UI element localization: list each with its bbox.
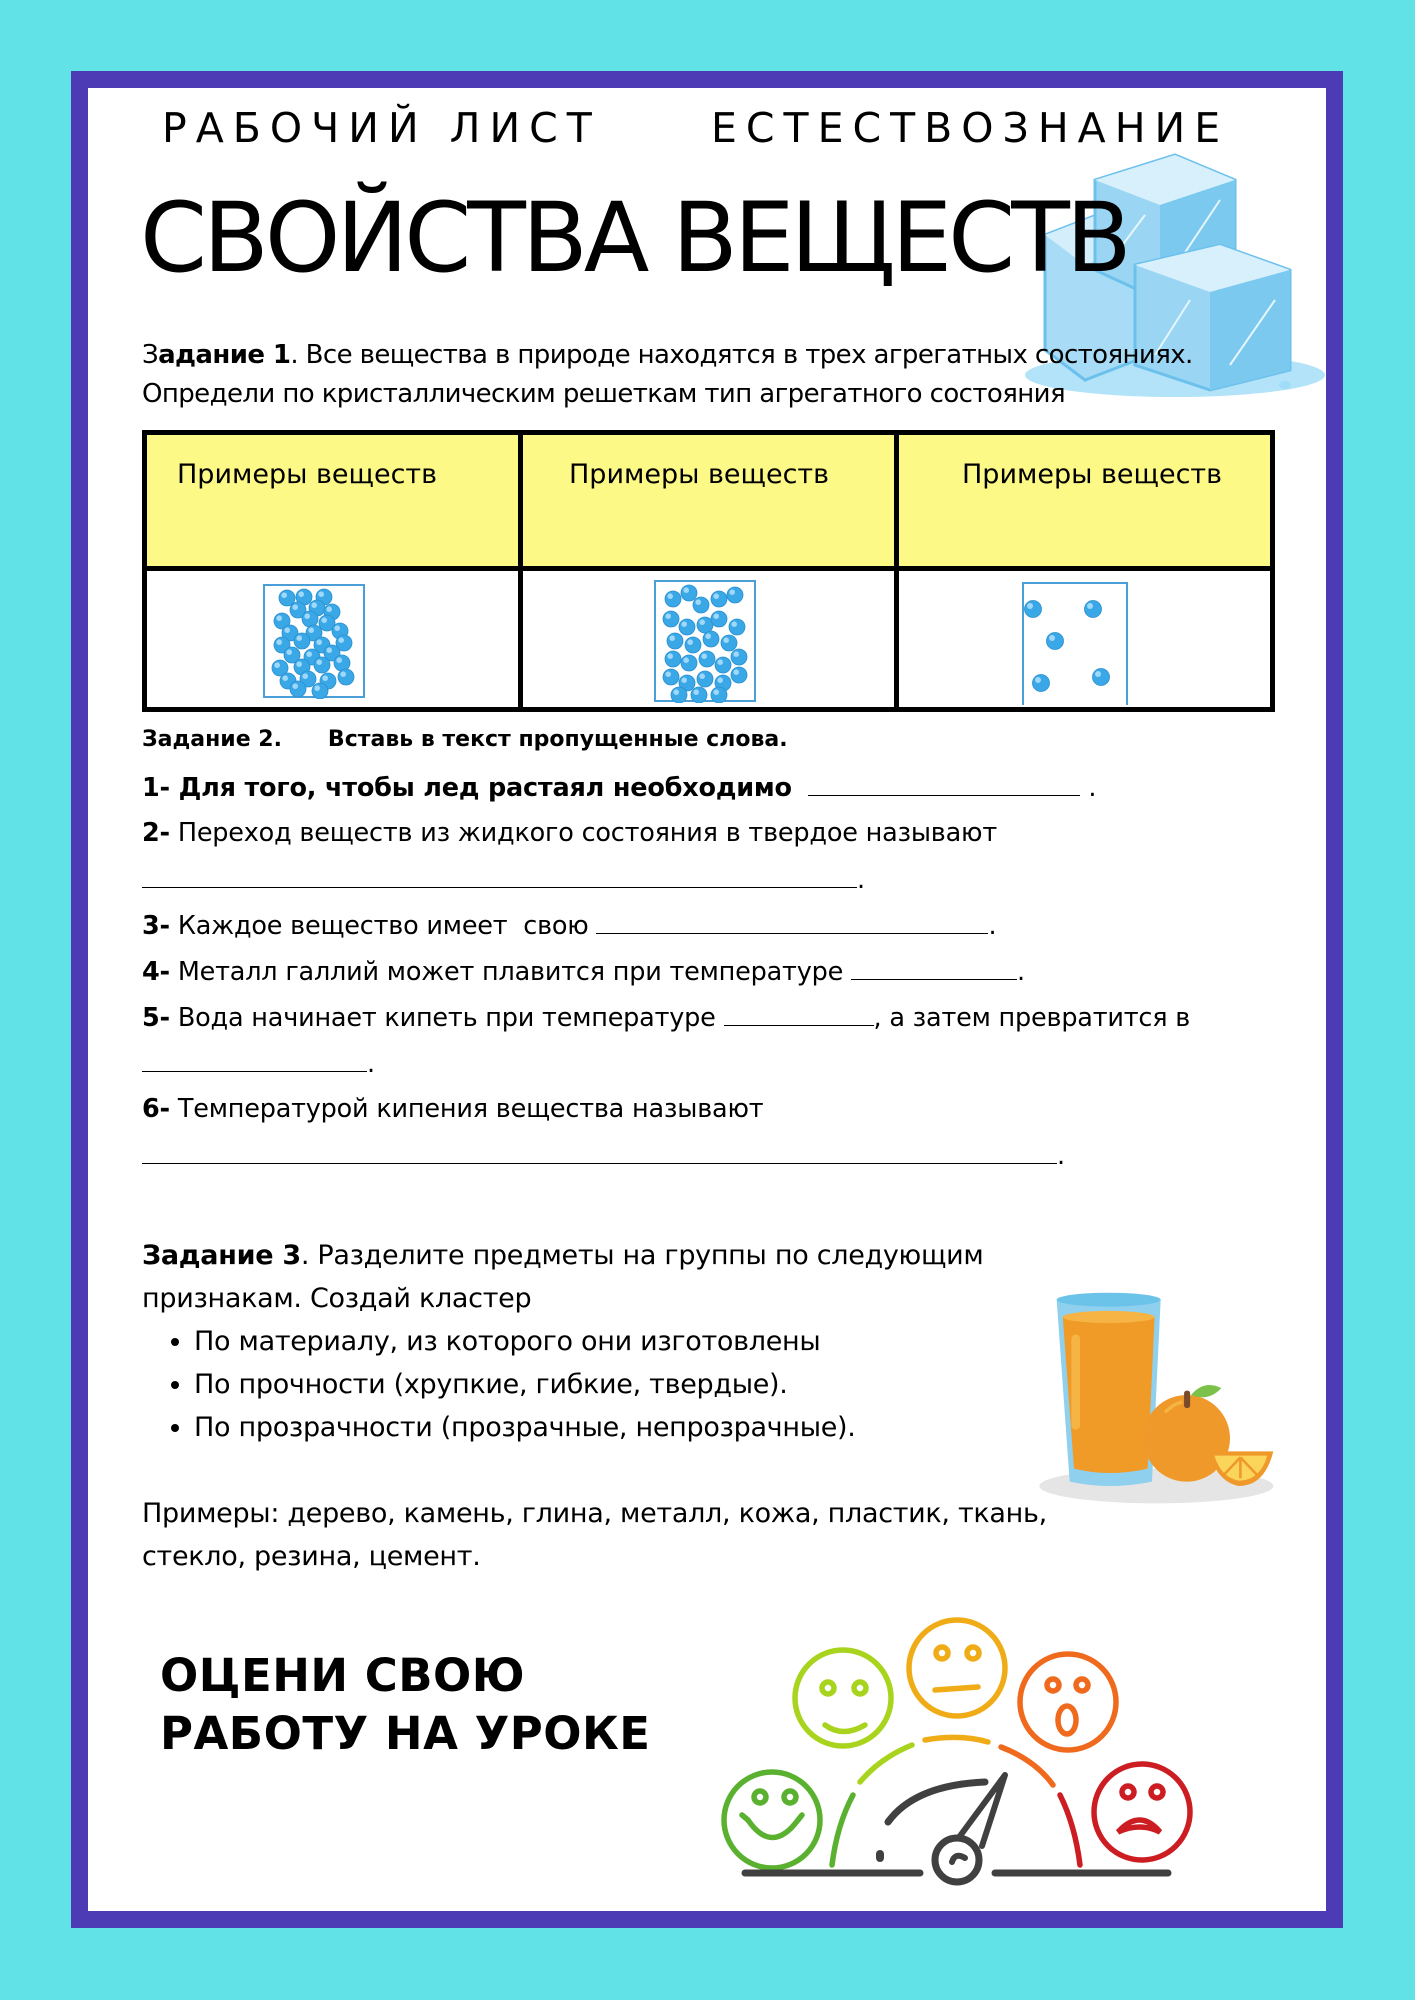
particle (681, 585, 697, 601)
list-item: • По прочности (хрупкие, гибкие, твердые). (194, 1363, 1072, 1406)
particle (665, 591, 681, 607)
particle-highlight (316, 660, 322, 666)
particle (338, 669, 354, 685)
face-very-happy-icon[interactable] (724, 1772, 820, 1868)
particle-highlight (731, 622, 737, 628)
particle-highlight (667, 654, 673, 660)
liquid-lattice-icon (653, 579, 757, 703)
particle-highlight (681, 678, 687, 684)
particle (667, 633, 683, 649)
particle-highlight (717, 678, 723, 684)
particle-highlight (673, 690, 679, 696)
particle-highlight (318, 592, 324, 598)
task2-item-5: 5- Вода начинает кипеть при температуре , а затем превратится в (142, 1002, 1191, 1033)
particle-highlight (274, 663, 280, 669)
task2-item-5-continued: . (142, 1048, 375, 1079)
particle (663, 611, 679, 627)
particle-highlight (713, 614, 719, 620)
table-cell-liquid[interactable] (521, 569, 897, 710)
particle (1093, 669, 1110, 686)
particle (1033, 675, 1050, 692)
face-sad-icon[interactable] (1094, 1764, 1190, 1860)
particle-highlight (733, 670, 739, 676)
particle (290, 681, 306, 697)
particle-highlight (276, 616, 282, 622)
particle-highlight (695, 600, 701, 606)
states-table (142, 430, 1275, 712)
answer-blank-5a[interactable] (724, 1002, 874, 1026)
particle-highlight (683, 658, 689, 664)
particle (693, 597, 709, 613)
particle-highlight (683, 588, 689, 594)
table-header-row (145, 433, 1273, 569)
particle-highlight (282, 676, 288, 682)
particle-highlight (316, 640, 322, 646)
particle-highlight (338, 638, 344, 644)
particle (1047, 633, 1064, 650)
particle-highlight (693, 690, 699, 696)
particle (729, 619, 745, 635)
particle (663, 669, 679, 685)
particle-highlight (296, 662, 302, 668)
particle-highlight (284, 628, 290, 634)
task2-item-3: 3- Каждое вещество имеет свою . (142, 910, 997, 941)
particle-highlight (687, 640, 693, 646)
particle (312, 683, 328, 699)
particle (711, 591, 727, 607)
task3-section (142, 1234, 1072, 1578)
particle-highlight (1087, 603, 1093, 609)
particle (711, 687, 727, 703)
particle-highlight (304, 614, 310, 620)
gas-lattice-icon (1021, 581, 1129, 705)
face-surprised-icon[interactable] (1020, 1654, 1116, 1750)
face-happy-icon[interactable] (795, 1650, 891, 1746)
particle-highlight (292, 684, 298, 690)
particle-highlight (681, 622, 687, 628)
particle (703, 631, 719, 647)
particle-highlight (713, 594, 719, 600)
table-body-row (145, 569, 1273, 710)
task3-intro (142, 1234, 1072, 1320)
table-cell-gas[interactable] (897, 569, 1273, 710)
particle-highlight (713, 690, 719, 696)
particle-highlight (336, 658, 342, 664)
particle-highlight (669, 636, 675, 642)
particle-highlight (723, 638, 729, 644)
particle-highlight (308, 628, 314, 634)
task2-heading (142, 727, 788, 752)
particle-highlight (667, 594, 673, 600)
answer-blank-6[interactable] (142, 1140, 1057, 1164)
particle-highlight (334, 626, 340, 632)
particle-highlight (306, 652, 312, 658)
particle (334, 655, 350, 671)
subject-label: ЕСТЕСТВОЗНАНИЕ (711, 104, 1230, 152)
particle-highlight (281, 593, 287, 599)
particle (731, 649, 747, 665)
task2-instruction: Вставь в текст пропущенные слова. (327, 727, 788, 752)
particle (731, 667, 747, 683)
particle-highlight (276, 640, 282, 646)
particle-highlight (321, 618, 327, 624)
list-item: • По прозрачности (прозрачные, непрозрачные). (194, 1406, 1072, 1449)
table-header-cell: Примеры веществ (897, 433, 1273, 569)
task1-label: адание 1 (158, 340, 291, 370)
table-header-cell: Примеры веществ (521, 433, 897, 569)
task3-criteria-list (142, 1320, 1072, 1449)
particle (685, 637, 701, 653)
particle-highlight (302, 674, 308, 680)
answer-blank-4[interactable] (851, 956, 1017, 980)
task1-label-first: З (142, 340, 159, 370)
particle-highlight (1049, 635, 1055, 641)
particle (711, 611, 727, 627)
answer-blank-3[interactable] (596, 910, 988, 934)
page-title: СВОЙСТВА ВЕЩЕСТВ (140, 182, 1128, 294)
particle (699, 651, 715, 667)
task1-line1: . Все вещества в природе находятся в трех агрегатных состояниях. (290, 340, 1193, 370)
particle-highlight (298, 592, 304, 598)
list-item: • По материалу, из которого они изготовлены (194, 1320, 1072, 1363)
particle-highlight (314, 686, 320, 692)
task2-item-2-continued: . (142, 864, 865, 895)
particle (1025, 601, 1042, 618)
particle-highlight (1095, 671, 1101, 677)
particle (294, 633, 310, 649)
particle (681, 655, 697, 671)
particle-highlight (665, 672, 671, 678)
answer-blank-2[interactable] (142, 864, 857, 888)
face-neutral-icon[interactable] (909, 1620, 1005, 1716)
self-assessment-heading: ОЦЕНИ СВОЮ РАБОТУ НА УРОКЕ (160, 1649, 651, 1760)
particle-highlight (699, 620, 705, 626)
particle-highlight (286, 650, 292, 656)
particle (665, 651, 681, 667)
particle (715, 657, 731, 673)
particle-highlight (701, 654, 707, 660)
particle (671, 687, 687, 703)
particle-highlight (699, 674, 705, 680)
task1-line2: Определи по кристаллическим решеткам тип агрегатного состояния (142, 379, 1065, 409)
task2-item-6-continued: . (142, 1140, 1065, 1171)
particle (721, 635, 737, 651)
particle (1085, 601, 1102, 618)
particle-highlight (1035, 677, 1041, 683)
particle (697, 617, 713, 633)
particle (727, 587, 743, 603)
task2-item-4: 4- Металл галлий может плавится при температуре . (142, 956, 1025, 987)
answer-blank-1[interactable] (808, 772, 1080, 796)
task3-label: Задание 3 (142, 1240, 301, 1271)
particle-highlight (311, 603, 317, 609)
particle (679, 619, 695, 635)
answer-blank-5b[interactable] (142, 1048, 367, 1072)
task2-item-2: 2- Переход веществ из жидкого состояния в твердое называют (142, 818, 997, 848)
task2-label: Задание 2. (142, 727, 282, 752)
task2-item-1: 1- Для того, чтобы лед растаял необходимо . (142, 772, 1097, 803)
particle-highlight (292, 605, 298, 611)
task3-text: . Разделите предметы на группы по следующим признакам. Создай кластер (142, 1240, 984, 1314)
particle-highlight (717, 660, 723, 666)
particle-highlight (733, 652, 739, 658)
particle-highlight (729, 590, 735, 596)
particle-highlight (326, 648, 332, 654)
task2-item-6: 6- Температурой кипения вещества называют (142, 1094, 764, 1124)
table-cell-solid[interactable] (145, 569, 521, 710)
table-header-cell: Примеры веществ (145, 433, 521, 569)
particle-highlight (326, 607, 332, 613)
particle-highlight (322, 676, 328, 682)
particle (691, 687, 707, 703)
particle-highlight (340, 672, 346, 678)
particle (302, 611, 318, 627)
particle (697, 671, 713, 687)
particle-highlight (1027, 603, 1033, 609)
task3-examples: Примеры: дерево, камень, глина, металл, кожа, пластик, ткань, стекло, резина, цемент. (142, 1498, 1047, 1572)
worksheet-label: РАБОЧИЙ ЛИСТ (162, 104, 601, 152)
particle-highlight (665, 614, 671, 620)
orange-juice-icon (1035, 1265, 1295, 1525)
particle (314, 657, 330, 673)
task1-text (142, 336, 1292, 414)
particle-highlight (705, 634, 711, 640)
mood-meter-icon (720, 1610, 1200, 1900)
particle-highlight (296, 636, 302, 642)
solid-lattice-icon (262, 583, 366, 699)
